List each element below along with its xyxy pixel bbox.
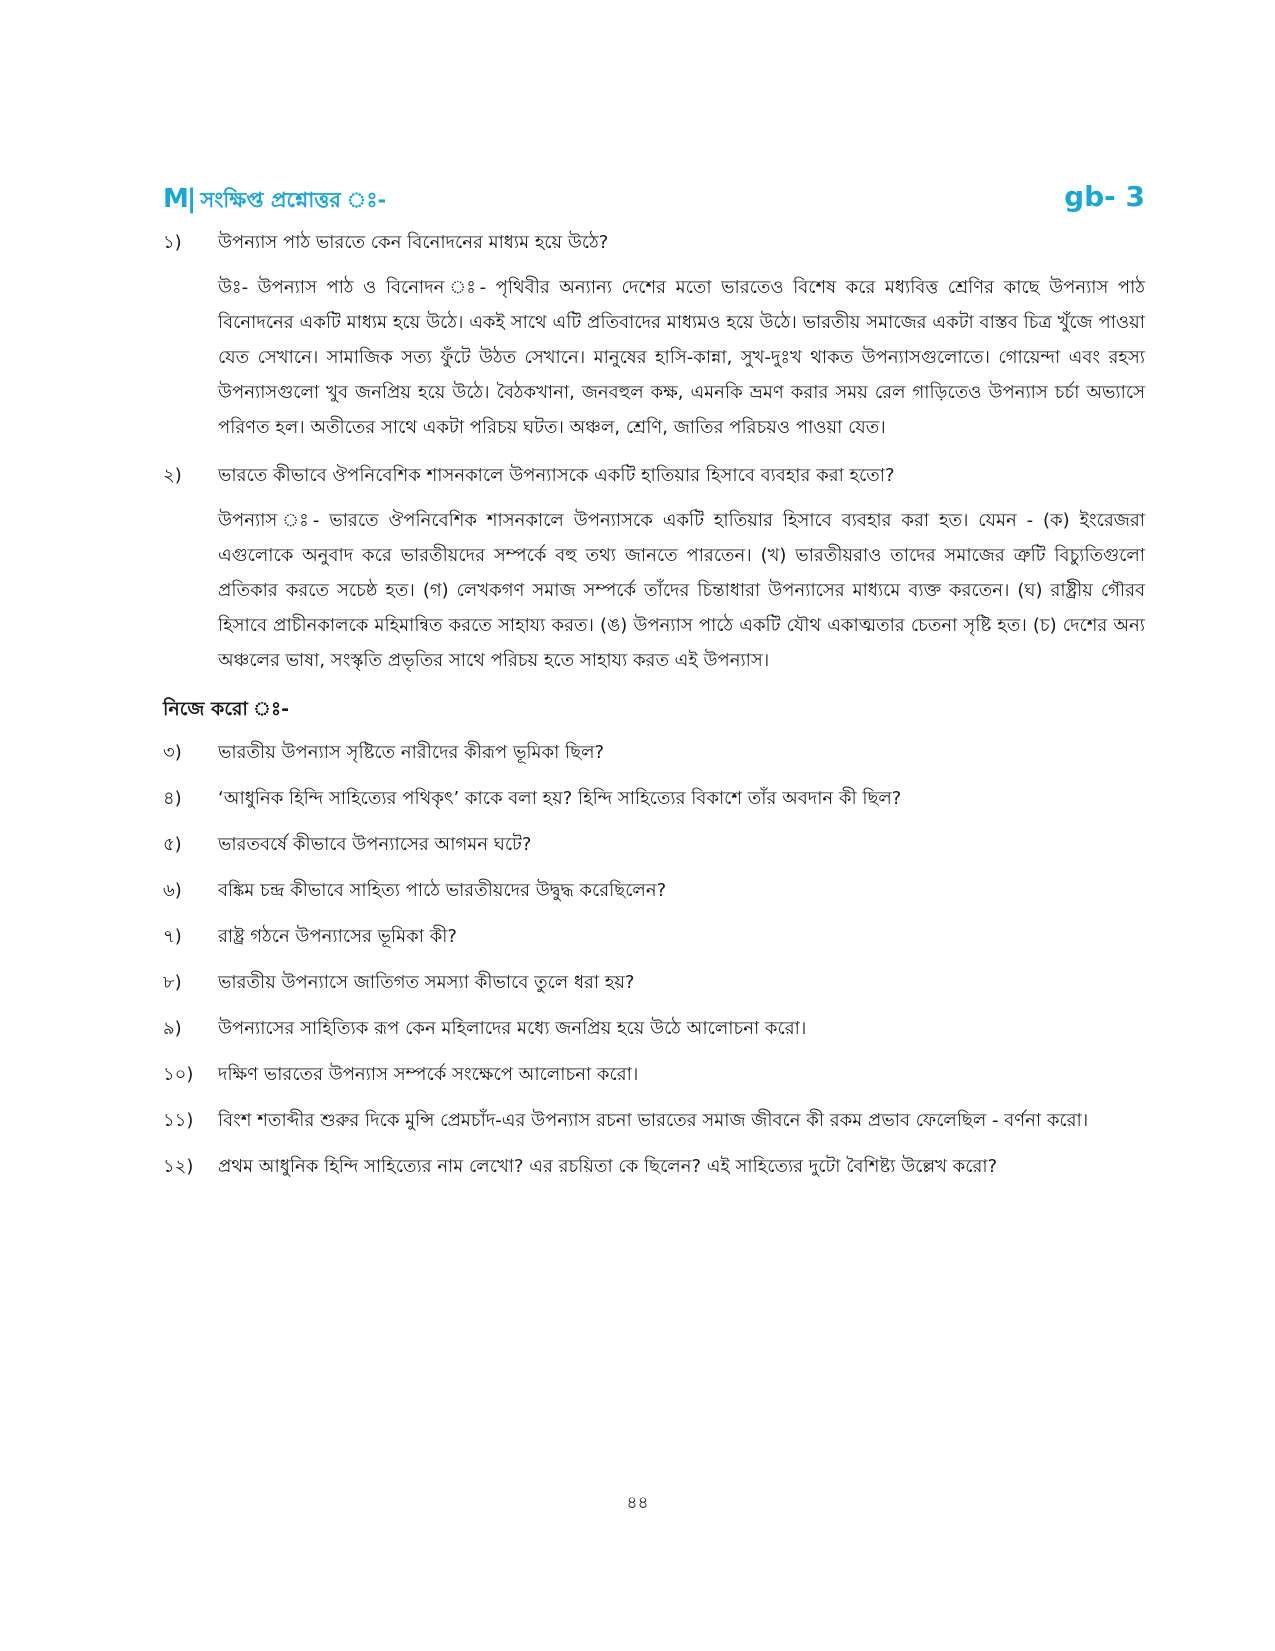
list-item — [163, 876, 1145, 906]
question-text: রাষ্ট্র গঠনে উপন্যাসের ভূমিকা কী? — [218, 926, 457, 947]
list-item — [163, 1060, 1145, 1090]
question — [163, 461, 1145, 491]
question-number: ১০) — [163, 1064, 194, 1085]
question-number: ৬) — [163, 880, 182, 901]
question-text: ভারতে কীভাবে ঔপনিবেশিক শাসনকালে উপন্যাসকে একটি হাতিয়ার হিসাবে ব্যবহার করা হতো? — [218, 465, 895, 486]
practice-list — [163, 738, 1145, 1182]
question-number: ৫) — [163, 834, 182, 855]
question-text: উপন্যাসের সাহিত্যিক রূপ কেন মহিলাদের মধ্যে জনপ্রিয় হয়ে উঠে আলোচনা করো। — [218, 1018, 807, 1039]
question-text: ভারতীয় উপন্যাস সৃষ্টিতে নারীদের কীরূপ ভূমিকা ছিল? — [218, 742, 605, 763]
list-item — [163, 1106, 1145, 1136]
question — [163, 228, 1145, 258]
list-item — [163, 1014, 1145, 1044]
question-text: ভারতীয় উপন্যাসে জাতিগত সমস্যা কীভাবে তুলে ধরা হয়? — [218, 972, 635, 993]
question-text: প্রথম আধুনিক হিন্দি সাহিত্যের নাম লেখো? এর রচয়িতা কে ছিলেন? এই সাহিত্যের দুটো বৈশিষ্ট্য উল্লেখ করো? — [218, 1156, 998, 1177]
list-item — [163, 1152, 1145, 1182]
question-number: ২) — [163, 465, 182, 486]
answer-paragraph: উঃ- উপন্যাস পাঠ ও বিনোদন ঃ- পৃথিবীর অন্যান্য দেশের মতো ভারতেও বিশেষ করে মধ্যবিত্ত শ্রেণির কাছে উপন্যাস পাঠ বিনোদনের একটি মাধ্যম হয়ে উঠে। একই সাথে এটি প্রতিবাদের মাধ্যমও হয়ে উঠে। ভারতীয় সমাজের একটা বাস্তব চিত্র খুঁজে পাওয়া যেত সেখানে। সামাজিক সত্য ফুঁটে উঠত সেখানে। মানুষের হাসি-কান্না, সুখ-দুঃখ থাকত উপন্যাসগুলোতে। গোয়েন্দা এবং রহস্য উপন্যাসগুলো খুব জনপ্রিয় হয়ে উঠে। বৈঠকখানা, জনবহুল কক্ষ, এমনকি ভ্রমণ করার সময় রেল গাড়িতেও উপন্যাস চর্চা অভ্যাসে পরিণত হল। অতীতের সাথে একটা পরিচয় ঘটত। অঞ্চল, শ্রেণি, জাতির পরিচয়ও পাওয়া যেত। — [218, 277, 1145, 438]
question-text: দক্ষিণ ভারতের উপন্যাস সম্পর্কে সংক্ষেপে আলোচনা করো। — [218, 1064, 639, 1085]
question-number: ১২) — [163, 1156, 194, 1177]
question-number: ৭) — [163, 926, 182, 947]
qa-item — [163, 228, 1145, 445]
list-item — [163, 784, 1145, 814]
question-text: ‘আধুনিক হিন্দি সাহিত্যের পথিকৃৎ’ কাকে বলা হয়? হিন্দি সাহিত্যের বিকাশে তাঁর অবদান কী ছিল? — [218, 788, 902, 809]
list-item — [163, 830, 1145, 860]
question-text: উপন্যাস পাঠ ভারতে কেন বিনোদনের মাধ্যম হয়ে উঠে? — [218, 232, 609, 253]
section-heading — [163, 184, 386, 219]
question-number: ৯) — [163, 1018, 182, 1039]
practice-heading: নিজে করো ঃ- — [163, 698, 289, 720]
page-number: ৪৪ — [626, 1493, 649, 1513]
question-text: ভারতবর্ষে কীভাবে উপন্যাসের আগমন ঘটে? — [218, 834, 532, 855]
list-item — [163, 922, 1145, 952]
list-item — [163, 738, 1145, 768]
section-mark: M| — [163, 184, 195, 214]
question-number: ১) — [163, 232, 182, 253]
question-text: বঙ্কিম চন্দ্র কীভাবে সাহিত্য পাঠে ভারতীয়দের উদ্বুদ্ধ করেছিলেন? — [218, 880, 667, 901]
section-title: সংক্ষিপ্ত প্রশ্নোত্তর ঃ- — [200, 188, 387, 212]
unit-label: gb- 3 — [1064, 180, 1145, 213]
section-header — [163, 180, 1145, 220]
question-number: ১১) — [163, 1110, 194, 1131]
question-text: বিংশ শতাব্দীর শুরুর দিকে মুন্সি প্রেমচাঁদ-এর উপন্যাস রচনা ভারতের সমাজ জীবনে কী রকম প্রভাব ফেলেছিল - বর্ণনা করো। — [218, 1110, 1089, 1131]
question-number: ৩) — [163, 742, 182, 763]
qa-item — [163, 461, 1145, 678]
answer-paragraph: উপন্যাস ঃ- ভারতে ঔপনিবেশিক শাসনকালে উপন্যাসকে একটি হাতিয়ার হিসাবে ব্যবহার করা হত। যেমন - (ক) ইংরেজরা এগুলোকে অনুবাদ করে ভারতীয়দের সম্পর্কে বহু তথ্য জানতে পারতেন। (খ) ভারতীয়রাও তাদের সমাজের ত্রুটি বিচ্যুতিগুলো প্রতিকার করতে সচেষ্ঠ হত। (গ) লেখকগণ সমাজ সম্পর্কে তাঁদের চিন্তাধারা উপন্যাসের মাধ্যমে ব্যক্ত করতেন। (ঘ) রাষ্ট্রীয় গৌরব হিসাবে প্রাচীনকালকে মহিমান্বিত করতে সাহায্য করত। (ঙ) উপন্যাস পাঠে একটি যৌথ একাত্মতার চেতনা সৃষ্টি হত। (চ) দেশের অন্য অঞ্চলের ভাষা, সংস্কৃতি প্রভৃতির সাথে পরিচয় হতে সাহায্য করত এই উপন্যাস। — [218, 510, 1145, 671]
content-area — [163, 228, 1145, 1198]
question-number: ৪) — [163, 788, 182, 809]
question-number: ৮) — [163, 972, 182, 993]
list-item — [163, 968, 1145, 998]
